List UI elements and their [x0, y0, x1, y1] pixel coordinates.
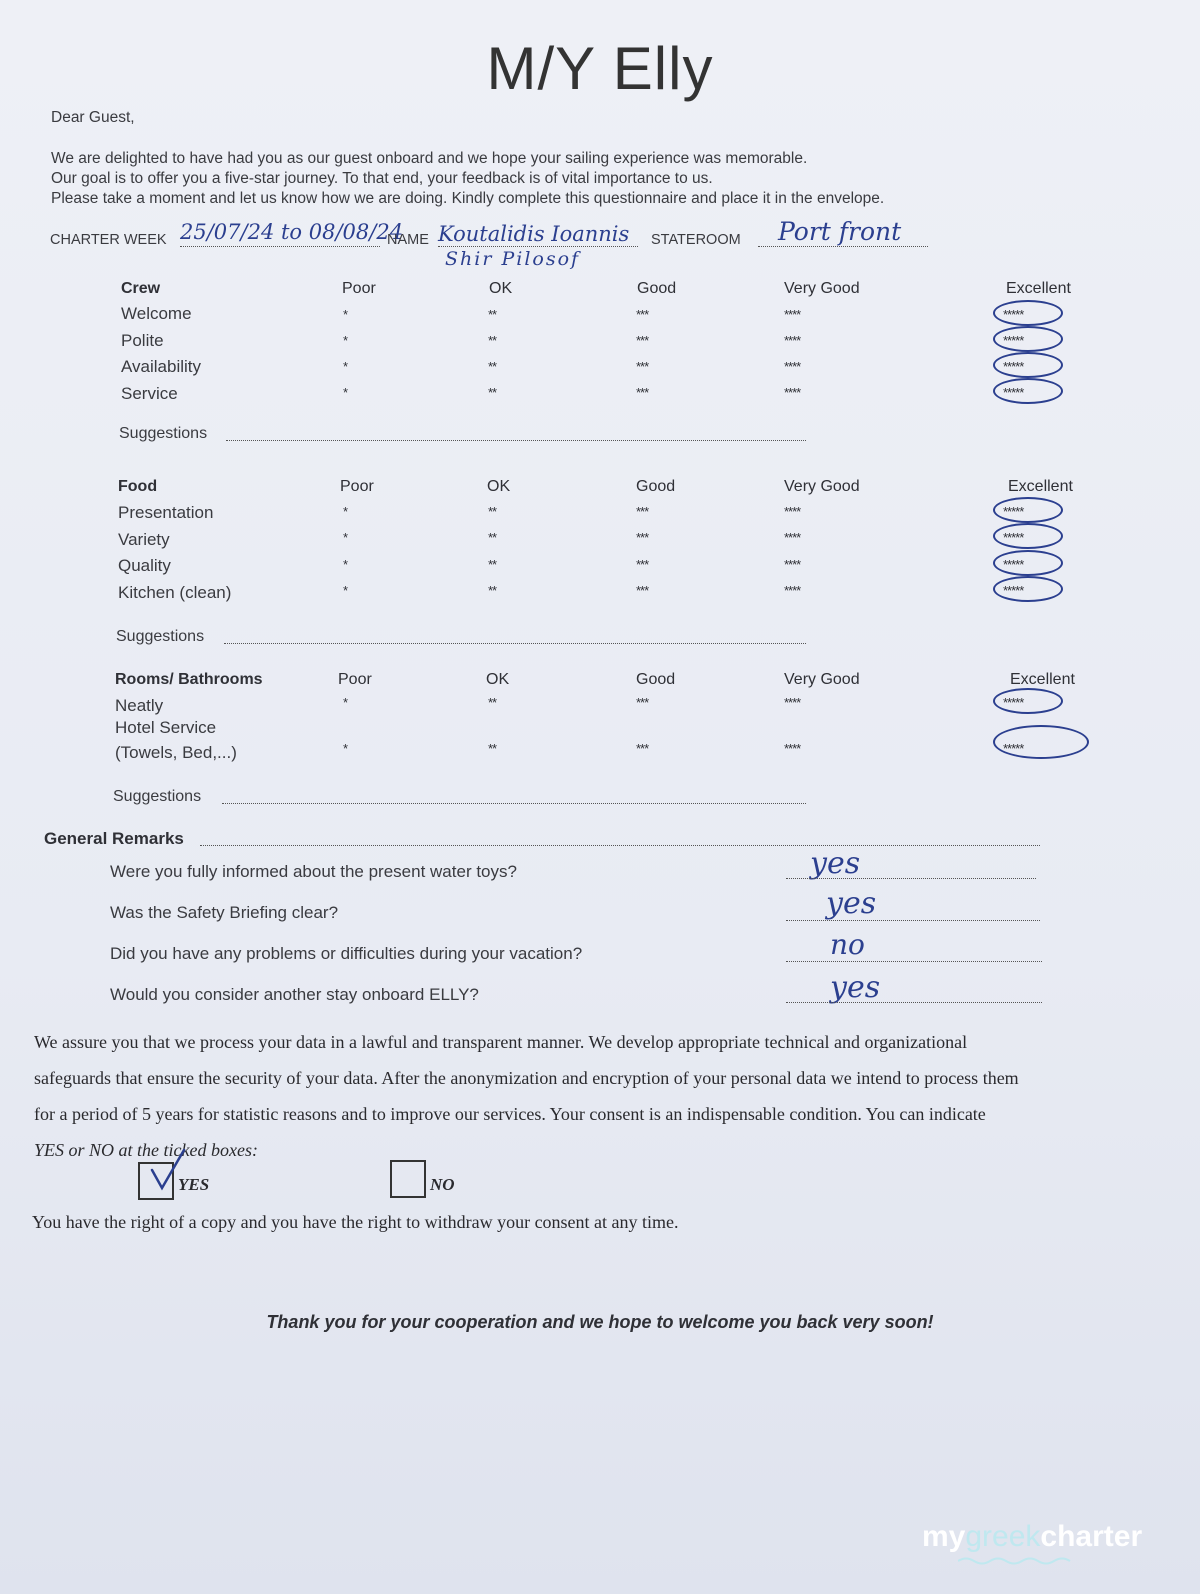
- crew-row-0-stars-4[interactable]: ****: [784, 307, 801, 322]
- food-row-0-stars-2[interactable]: **: [488, 504, 497, 519]
- rooms-row-1-selected-circle: [993, 725, 1089, 759]
- rooms-title: Rooms/ Bathrooms: [115, 671, 263, 688]
- intro-line-2: Our goal is to offer you a five-star journey. To that end, your feedback is of vital importance to us.: [51, 170, 713, 187]
- consent-line-4: YES or NO at the ticked boxes:: [34, 1140, 258, 1160]
- name-value[interactable]: Koutalidis Ioannis: [438, 222, 630, 246]
- crew-row-0-stars-5[interactable]: *****: [1003, 307, 1024, 322]
- consent-line-1: We assure you that we process your data in a lawful and transparent manner. We develop appropriate technical and organizational: [34, 1032, 968, 1052]
- food-row-3-stars-2[interactable]: **: [488, 583, 497, 598]
- intro-line-3: Please take a moment and let us know how we are doing. Kindly complete this questionnaire and place it in the envelope.: [51, 190, 885, 207]
- consent-line-3: for a period of 5 years for statistic reasons and to improve our services. Your consent is an indispensable condition. You can indicate: [34, 1104, 986, 1124]
- answer-safety-briefing[interactable]: yes: [826, 886, 877, 921]
- crew-title: Crew: [121, 280, 161, 297]
- rooms-row-0-stars-1[interactable]: *: [343, 695, 348, 710]
- crew-row-2-stars-2[interactable]: **: [488, 359, 497, 374]
- food-row-3-stars-3[interactable]: ***: [636, 583, 649, 598]
- mygreekcharter-logo: [922, 1520, 1142, 1554]
- answer-another-stay[interactable]: yes: [830, 970, 881, 1005]
- name-extra: Shir Pilosof: [445, 248, 581, 270]
- consent-no-checkbox[interactable]: [390, 1160, 426, 1198]
- greeting: Dear Guest,: [51, 109, 135, 126]
- crew-header-good: Good: [637, 280, 677, 297]
- rooms-suggestions-line[interactable]: [222, 803, 806, 804]
- rooms-row-1-stars-5[interactable]: *****: [1003, 741, 1024, 756]
- food-row-1-stars-5[interactable]: *****: [1003, 530, 1024, 545]
- rooms-row-hotel-service: Hotel Service: [115, 718, 217, 737]
- food-row-kitchen: Kitchen (clean): [118, 583, 232, 602]
- rooms-row-0-stars-4[interactable]: ****: [784, 695, 801, 710]
- food-row-0-stars-4[interactable]: ****: [784, 504, 801, 519]
- page-title: M/Y Elly: [486, 35, 714, 102]
- crew-header-ok: OK: [489, 280, 513, 297]
- crew-row-3-stars-1[interactable]: *: [343, 385, 348, 400]
- crew-row-1-stars-1[interactable]: *: [343, 333, 348, 348]
- crew-row-3-stars-5[interactable]: *****: [1003, 385, 1024, 400]
- crew-header-very-good: Very Good: [784, 280, 860, 297]
- rooms-row-1-stars-1[interactable]: *: [343, 741, 348, 756]
- rooms-row-1-stars-2[interactable]: **: [488, 741, 497, 756]
- consent-no-label: NO: [430, 1175, 455, 1194]
- crew-row-1-stars-5[interactable]: *****: [1003, 333, 1024, 348]
- food-row-2-stars-2[interactable]: **: [488, 557, 497, 572]
- crew-row-2-stars-3[interactable]: ***: [636, 359, 649, 374]
- food-row-presentation: Presentation: [118, 503, 214, 522]
- food-row-1-selected-circle: [993, 523, 1063, 549]
- crew-row-service: Service: [121, 384, 178, 403]
- food-row-2-stars-1[interactable]: *: [343, 557, 348, 572]
- crew-row-2-stars-4[interactable]: ****: [784, 359, 801, 374]
- crew-row-0-stars-3[interactable]: ***: [636, 307, 649, 322]
- rooms-header-excellent: Excellent: [1010, 671, 1075, 688]
- crew-header-excellent: Excellent: [1006, 280, 1071, 297]
- question-another-stay: Would you consider another stay onboard ELLY?: [110, 985, 479, 1004]
- rooms-suggestions-label: Suggestions: [113, 788, 202, 805]
- food-row-3-stars-4[interactable]: ****: [784, 583, 801, 598]
- crew-row-1-selected-circle: [993, 326, 1063, 352]
- food-suggestions-label: Suggestions: [116, 628, 205, 645]
- crew-row-availability: Availability: [121, 357, 202, 376]
- rooms-header-poor: Poor: [338, 671, 372, 688]
- answer-water-toys[interactable]: yes: [810, 846, 861, 881]
- food-row-variety: Variety: [118, 530, 170, 549]
- answer-line-another-stay: [786, 1002, 1042, 1003]
- food-suggestions-line[interactable]: [224, 643, 806, 644]
- stateroom-value[interactable]: Port front: [778, 217, 902, 246]
- food-row-0-stars-5[interactable]: *****: [1003, 504, 1024, 519]
- answer-line-problems: [786, 961, 1042, 962]
- general-remarks-line[interactable]: [200, 845, 1040, 846]
- food-row-2-stars-3[interactable]: ***: [636, 557, 649, 572]
- stateroom-label: STATEROOM: [651, 232, 741, 248]
- crew-row-3-stars-4[interactable]: ****: [784, 385, 801, 400]
- crew-row-2-stars-1[interactable]: *: [343, 359, 348, 374]
- crew-row-1-stars-4[interactable]: ****: [784, 333, 801, 348]
- crew-row-1-stars-3[interactable]: ***: [636, 333, 649, 348]
- food-header-ok: OK: [487, 478, 511, 495]
- rooms-row-1-stars-4[interactable]: ****: [784, 741, 801, 756]
- crew-row-3-selected-circle: [993, 378, 1063, 404]
- answer-line-safety-briefing: [786, 920, 1040, 921]
- crew-row-welcome: Welcome: [121, 304, 192, 323]
- food-row-3-stars-1[interactable]: *: [343, 583, 348, 598]
- rooms-row-0-selected-circle: [993, 688, 1063, 714]
- general-remarks-title: General Remarks: [44, 829, 184, 848]
- food-row-0-selected-circle: [993, 497, 1063, 523]
- crew-row-polite: Polite: [121, 331, 164, 350]
- logo-part-my: my: [922, 1520, 966, 1553]
- rooms-row-hotel-service-detail: (Towels, Bed,...): [115, 743, 237, 762]
- charter-week-value[interactable]: 25/07/24 to 08/08/24: [180, 220, 404, 244]
- food-row-0-stars-3[interactable]: ***: [636, 504, 649, 519]
- rooms-header-ok: OK: [486, 671, 510, 688]
- rooms-header-good: Good: [636, 671, 676, 688]
- crew-row-2-stars-5[interactable]: *****: [1003, 359, 1024, 374]
- food-header-excellent: Excellent: [1008, 478, 1073, 495]
- food-row-2-selected-circle: [993, 550, 1063, 576]
- logo-part-charter: charter: [1040, 1520, 1143, 1553]
- logo-part-greek: greek: [965, 1520, 1041, 1553]
- food-title: Food: [118, 478, 158, 495]
- crew-row-3-stars-3[interactable]: ***: [636, 385, 649, 400]
- question-water-toys: Were you fully informed about the present water toys?: [110, 862, 517, 881]
- question-problems: Did you have any problems or difficulties during your vacation?: [110, 944, 583, 963]
- charter-week-label: CHARTER WEEK: [50, 232, 167, 248]
- rooms-row-neatly: Neatly: [115, 696, 164, 715]
- crew-row-0-selected-circle: [993, 300, 1063, 326]
- crew-row-0-stars-2[interactable]: **: [488, 307, 497, 322]
- crew-suggestions-line[interactable]: [226, 440, 806, 441]
- crew-header-poor: Poor: [342, 280, 376, 297]
- name-label: NAME: [387, 232, 429, 248]
- food-row-1-stars-3[interactable]: ***: [636, 530, 649, 545]
- logo-wave-icon: [958, 1556, 1074, 1566]
- name-line: [438, 246, 638, 247]
- thank-you-note: Thank you for your cooperation and we hope to welcome you back very soon!: [266, 1312, 934, 1332]
- food-row-3-selected-circle: [993, 576, 1063, 602]
- crew-row-1-stars-2[interactable]: **: [488, 333, 497, 348]
- consent-yes-label: YES: [178, 1175, 210, 1194]
- food-row-2-stars-4[interactable]: ****: [784, 557, 801, 572]
- rooms-row-0-stars-3[interactable]: ***: [636, 695, 649, 710]
- food-row-2-stars-5[interactable]: *****: [1003, 557, 1024, 572]
- question-safety-briefing: Was the Safety Briefing clear?: [110, 903, 339, 922]
- food-header-good: Good: [636, 478, 676, 495]
- answer-problems[interactable]: no: [830, 928, 865, 961]
- food-row-1-stars-2[interactable]: **: [488, 530, 497, 545]
- rooms-row-0-stars-2[interactable]: **: [488, 695, 497, 710]
- food-row-3-stars-5[interactable]: *****: [1003, 583, 1024, 598]
- rooms-row-1-stars-3[interactable]: ***: [636, 741, 649, 756]
- food-row-quality: Quality: [118, 556, 171, 575]
- rooms-row-0-stars-5[interactable]: *****: [1003, 695, 1024, 710]
- consent-rights: You have the right of a copy and you have the right to withdraw your consent at any time.: [32, 1212, 679, 1232]
- crew-row-2-selected-circle: [993, 352, 1063, 378]
- food-header-poor: Poor: [340, 478, 374, 495]
- food-header-very-good: Very Good: [784, 478, 860, 495]
- food-row-1-stars-4[interactable]: ****: [784, 530, 801, 545]
- stateroom-line: [758, 246, 928, 247]
- consent-line-2: safeguards that ensure the security of your data. After the anonymization and encryption of your personal data we intend to process them: [34, 1068, 1019, 1088]
- crew-row-3-stars-2[interactable]: **: [488, 385, 497, 400]
- answer-line-water-toys: [786, 878, 1036, 879]
- charter-week-line: [180, 246, 380, 247]
- intro-line-1: We are delighted to have had you as our guest onboard and we hope your sailing experience was memorable.: [51, 150, 808, 167]
- crew-suggestions-label: Suggestions: [119, 425, 208, 442]
- rooms-header-very-good: Very Good: [784, 671, 860, 688]
- food-row-0-stars-1[interactable]: *: [343, 504, 348, 519]
- crew-row-0-stars-1[interactable]: *: [343, 307, 348, 322]
- food-row-1-stars-1[interactable]: *: [343, 530, 348, 545]
